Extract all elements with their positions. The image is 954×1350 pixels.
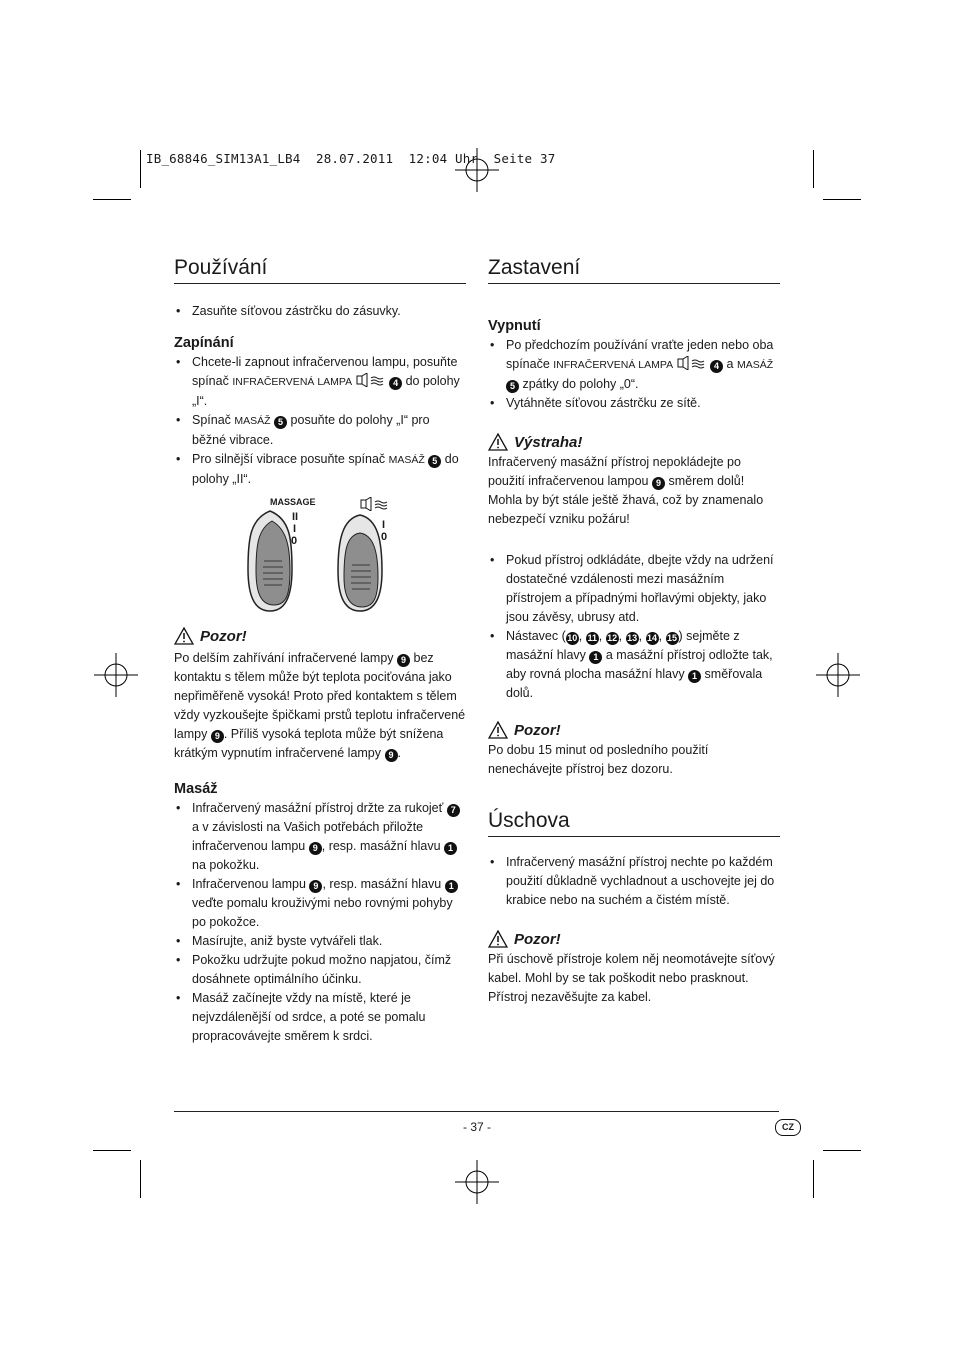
right-column	[488, 256, 780, 1007]
intro-list	[174, 302, 466, 321]
caution-text: Po delším zahřívání infračervené lampy 9 bez kontaktu s tělem může být teplota pociťována jako nepřiměřeně vysoká! Proto před kontaktem s tělem vždy vyzkoušejte špičkami prstů teplotu infračervené lampy 9 . Příliš vysoká teplota může být snížena krátkým vypnutím infračervené lampy 9 .	[174, 651, 466, 760]
ref-number: 11	[587, 633, 597, 643]
position-label: I	[382, 519, 386, 531]
list-item: • Zasuňte síťovou zástrčku do zásuvky.	[174, 302, 466, 321]
list-item: • Chcete-li zapnout infračervenou lampu, posuňte spínač INFRAČERVENÁ LAMPA 4 do polohy „I“.	[174, 353, 466, 411]
language-badge: CZ	[775, 1119, 801, 1136]
list-item: • Nástavec (10 , 11 , 12 , 13 , 14 , 15 ) sejměte z masážní hlavy 1 a masážní přístroj odložte tak, aby rovná plocha masážní hlavy 1 směřovala dolů.	[488, 627, 780, 703]
section-title-uschova: Úschova	[488, 809, 780, 837]
list-item: • Vytáhněte síťovou zástrčku ze sítě.	[488, 394, 780, 413]
section-title-zastaveni: Zastavení	[488, 256, 780, 284]
heading-zapinani: Zapínání	[174, 335, 234, 351]
list-item: • Infračervený masážní přístroj nechte po každém použití důkladně vychladnout a uschovejte jej do krabice nebo na suchém a čistém místě.	[488, 853, 780, 910]
ref-number: 13	[627, 633, 638, 643]
ref-number: 10	[567, 633, 578, 643]
caution-heading: Pozor!	[174, 627, 466, 645]
ref-number: 9	[652, 477, 665, 490]
left-column	[174, 256, 466, 1046]
vypnuti-list	[488, 336, 780, 413]
list-item: • Masírujte, aniž byste vytvářeli tlak.	[174, 932, 466, 951]
list-item: • Infračervený masážní přístroj držte za rukojeť 7 a v závislosti na Vašich potřebách přiložte infračervenou lampu 9 , resp. masážní hlavu 1 na pokožku.	[174, 799, 466, 875]
ref-number: 14	[647, 633, 658, 643]
lamp-symbol-icon	[360, 497, 390, 511]
ref-number: 4	[389, 377, 402, 390]
caution-heading: Pozor!	[488, 721, 780, 739]
list-item: • Po předchozím používání vraťte jeden nebo oba spínače INFRAČERVENÁ LAMPA 4 a MASÁŽ 5 zpátky do polohy „0“.	[488, 336, 780, 394]
heading-vypnuti: Vypnutí	[488, 318, 541, 334]
registration-mark-icon	[94, 653, 138, 697]
uschova-list	[488, 853, 780, 910]
list-item: • Masáž začínejte vždy na místě, které je nejvzdálenější od srdce, a poté se pomalu propracovávejte směrem k srdci.	[174, 989, 466, 1046]
section-title-pouzivani: Používání	[174, 256, 466, 284]
ref-number: 4	[710, 360, 723, 373]
registration-mark-icon	[455, 1160, 499, 1204]
position-label: II	[292, 511, 299, 523]
list-item: • Infračervenou lampu 9 , resp. masážní hlavu 1 veďte pomalu krouživými nebo rovnými pohyby po pokožce.	[174, 875, 466, 932]
zastaveni-list	[488, 551, 780, 703]
heading-masaz: Masáž	[174, 781, 218, 797]
ref-number: 9	[397, 654, 410, 667]
list-item: • Pokud přístroj odkládáte, dbejte vždy na udržení dostatečné vzdálenosti mezi masážním přístrojem a případnými hořlavými objekty, jako jsou závěsy, ubrusy atd.	[488, 551, 780, 627]
lamp-switch-icon	[356, 373, 386, 387]
position-label: 0	[381, 531, 388, 543]
caution-text: Po dobu 15 minut od posledního použití nenechávejte přístroj bez dozoru.	[488, 743, 709, 776]
list-item: • Pokožku udržujte pokud možno napjatou, čímž dosáhnete optimálního účinku.	[174, 951, 466, 989]
ref-number: 5	[274, 416, 287, 429]
ref-number: 9	[309, 842, 322, 855]
print-header: IB_68846_SIM13A1_LB4 28.07.2011 12:04 Uhr Seite 37	[146, 151, 556, 166]
ref-number: 9	[211, 730, 224, 743]
lamp-switch-icon	[677, 356, 707, 370]
warning-heading: Výstraha!	[488, 433, 780, 451]
switches-figure	[174, 495, 466, 613]
ref-number: 1	[444, 842, 457, 855]
warning-text: Infračervený masážní přístroj nepokládejte po použití infračervenou lampou 9 směrem dolů! Mohla by být stále ještě žhavá, což by znamenalo nebezpečí vzniku požáru!	[488, 455, 764, 526]
ref-number: 5	[506, 380, 519, 393]
massage-label: MASSAGE	[270, 497, 316, 507]
list-item: • Spínač MASÁŽ 5 posuňte do polohy „I“ pro běžné vibrace.	[174, 411, 466, 450]
zapinani-list	[174, 353, 466, 489]
caution-heading: Pozor!	[488, 930, 780, 948]
ref-number: 7	[447, 804, 460, 817]
position-label: 0	[291, 535, 298, 547]
position-label: I	[293, 523, 297, 535]
ref-number: 9	[309, 880, 322, 893]
ref-number: 1	[445, 880, 458, 893]
warning-triangle-icon	[488, 930, 508, 948]
warning-triangle-icon	[488, 721, 508, 739]
ref-number: 1	[688, 670, 701, 683]
list-item: • Pro silnější vibrace posuňte spínač MASÁŽ 5 do polohy „II“.	[174, 450, 466, 489]
ref-number: 12	[607, 633, 618, 643]
warning-triangle-icon	[488, 433, 508, 451]
masaz-list	[174, 799, 466, 1046]
registration-mark-icon	[816, 653, 860, 697]
lamp-switch-illustration	[336, 513, 384, 613]
ref-number: 5	[428, 455, 441, 468]
caution-text: Při úschově přístroje kolem něj neomotávejte síťový kabel. Mohl by se tak poškodit nebo prasknout. Přístroj nezavěšujte za kabel.	[488, 952, 775, 1004]
ref-number: 9	[385, 749, 398, 762]
warning-triangle-icon	[174, 627, 194, 645]
ref-number: 15	[667, 633, 678, 643]
page-number: - 37 -	[462, 1120, 491, 1134]
footer-divider	[174, 1111, 779, 1112]
ref-number: 1	[589, 651, 602, 664]
